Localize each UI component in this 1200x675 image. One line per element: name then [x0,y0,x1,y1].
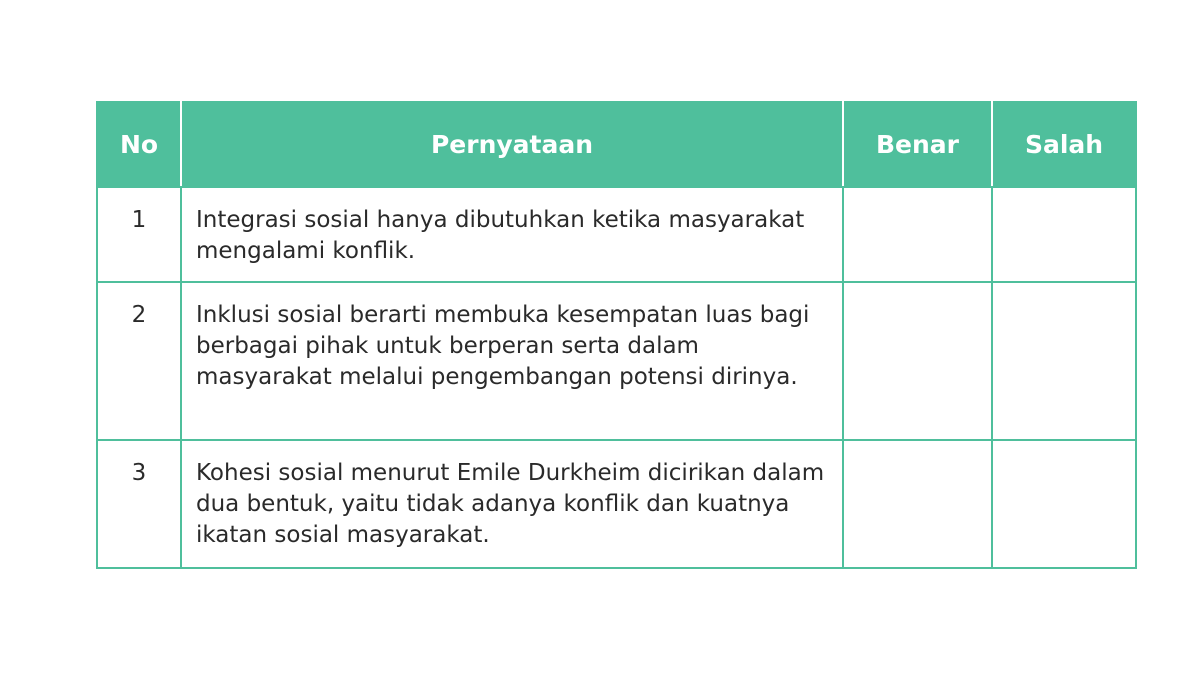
table-row [97,282,1136,440]
false-answer-cell[interactable] [992,440,1136,568]
table-body [97,187,1136,568]
true-answer-cell[interactable] [843,440,992,568]
table-header [97,102,1136,187]
true-false-table [96,101,1137,569]
header-row [97,102,1136,187]
row-statement: Kohesi sosial menurut Emile Durkheim dicirikan dalam dua bentuk, yaitu tidak adanya konflik dan kuatnya ikatan sosial masyarakat. [181,440,843,568]
true-answer-cell[interactable] [843,282,992,440]
header-true: Benar [843,102,992,187]
false-answer-cell[interactable] [992,187,1136,282]
header-statement: Pernyataan [181,102,843,187]
statement-table-container [96,101,1135,569]
row-number: 1 [97,187,181,282]
false-answer-cell[interactable] [992,282,1136,440]
row-statement: Inklusi sosial berarti membuka kesempatan luas bagi berbagai pihak untuk berperan serta dalam masyarakat melalui pengembangan potensi dirinya. [181,282,843,440]
row-statement: Integrasi sosial hanya dibutuhkan ketika masyarakat mengalami konflik. [181,187,843,282]
row-number: 3 [97,440,181,568]
table-row [97,440,1136,568]
table-row [97,187,1136,282]
header-false: Salah [992,102,1136,187]
row-number: 2 [97,282,181,440]
header-no: No [97,102,181,187]
true-answer-cell[interactable] [843,187,992,282]
